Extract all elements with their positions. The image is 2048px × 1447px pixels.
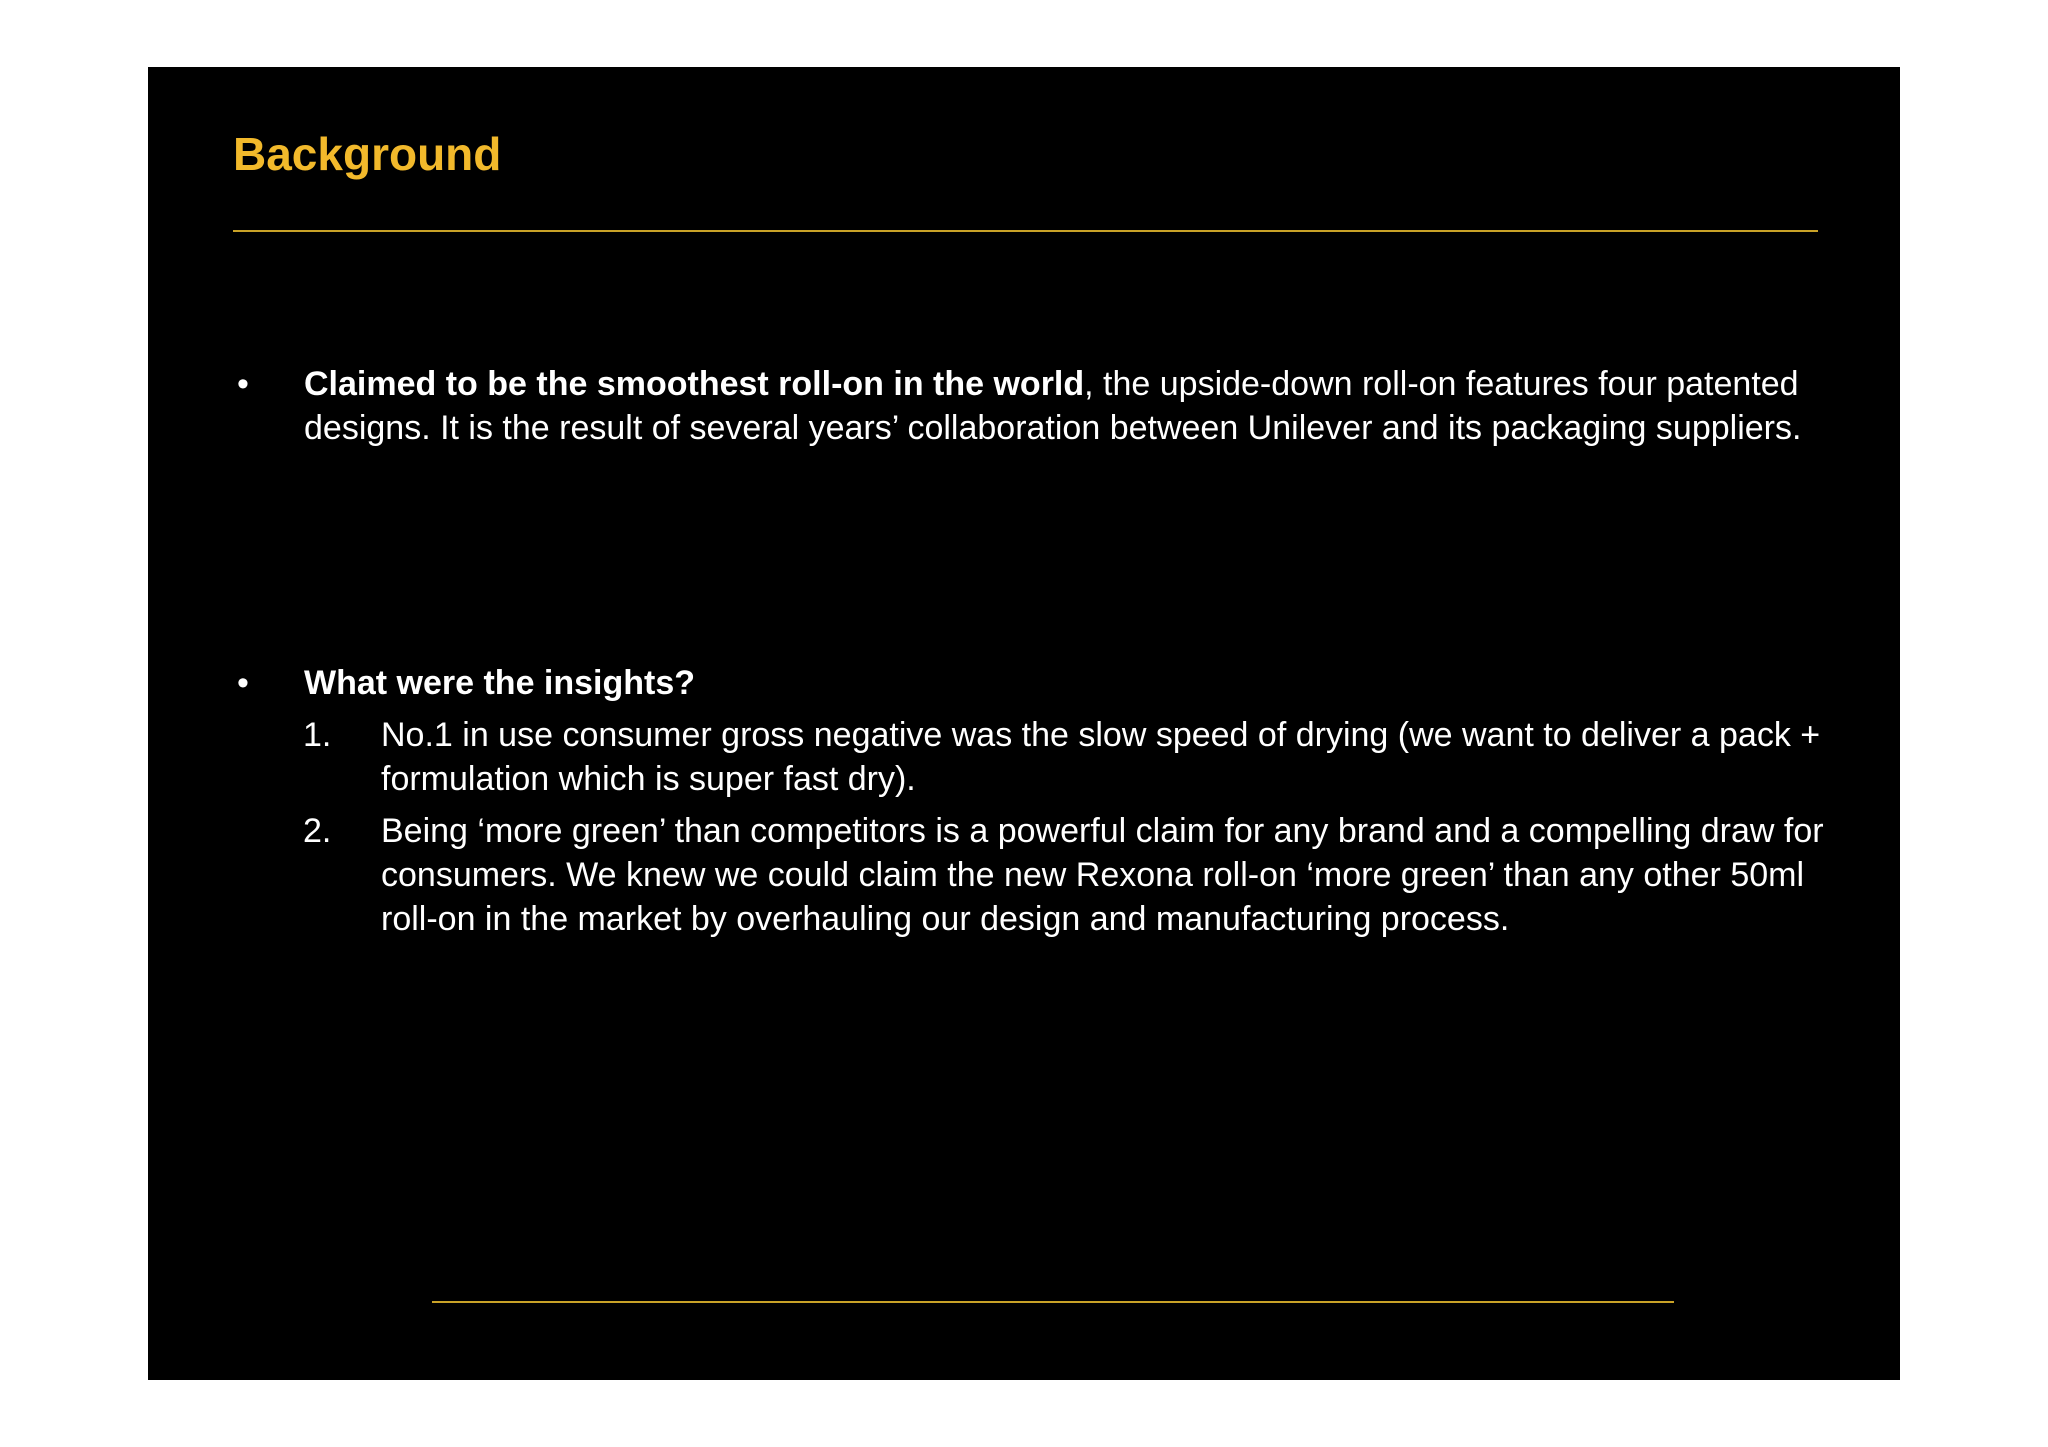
bullet-item	[237, 362, 1857, 450]
numbered-item	[237, 809, 1857, 941]
title-divider	[233, 230, 1818, 232]
bullet-item	[237, 661, 1857, 941]
numbered-item	[237, 713, 1857, 801]
bullet-dot-icon: •	[237, 365, 249, 403]
slide-title: Background	[233, 128, 502, 180]
bullet-bold-text: What were the insights?	[304, 664, 696, 702]
bullet-dot-icon: •	[237, 664, 249, 702]
bullet-row	[237, 661, 1857, 705]
item-number: 1.	[303, 716, 332, 754]
item-text: No.1 in use consumer gross negative was the slow speed of drying (we want to deliver a pack + formulation which is super fast dry).	[381, 716, 1821, 798]
item-number: 2.	[303, 812, 332, 850]
bullet-row	[237, 362, 1857, 450]
bullet-bold-text: Claimed to be the smoothest roll-on in the world	[304, 365, 1085, 403]
slide	[148, 67, 1900, 1380]
item-text: Being ‘more green’ than competitors is a powerful claim for any brand and a compelling draw for consumers. We knew we could claim the new Rexona roll-on ‘more green’ than any other 50ml roll-on in the market by overhauling our design and manufacturing process.	[381, 812, 1824, 938]
bullet-text: , the upside-down roll-on features four patented designs. It is the result of several years’ collaboration between Unilever and its packaging suppliers.	[304, 365, 1802, 447]
footer-divider	[432, 1301, 1674, 1303]
